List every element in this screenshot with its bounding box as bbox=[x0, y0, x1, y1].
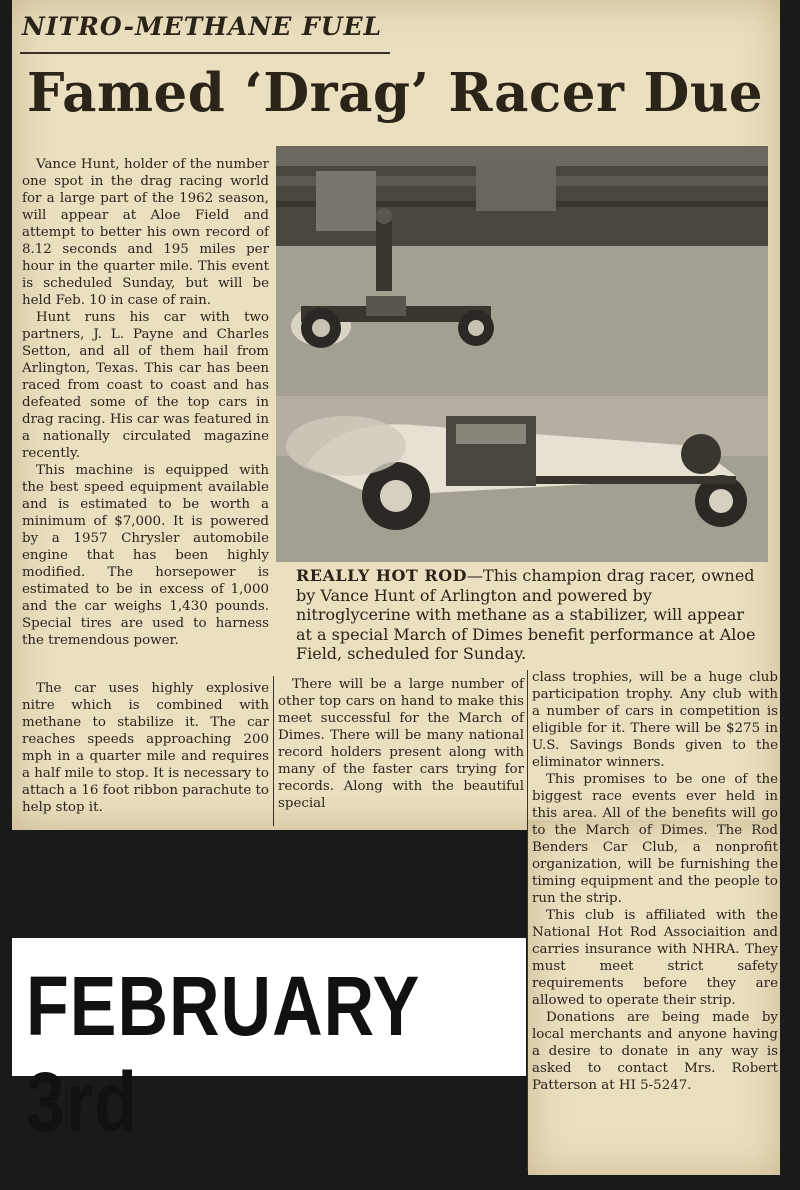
paragraph: This club is affiliated with the National Hot Rod Associaition and carries insurance with NHRA. They must meet strict safety requirements before they are allowed to operate their strip. bbox=[532, 908, 778, 1008]
paragraph: class trophies, will be a huge club participation trophy. Any club with a number of cars in competition is eligible for it. There will be $275 in U.S. Savings Bonds given to the eliminator winners. bbox=[532, 670, 778, 770]
article-column-right bbox=[532, 669, 778, 1094]
caption-lead: REALLY HOT ROD bbox=[296, 566, 468, 585]
headline: Famed ‘Drag’ Racer Due bbox=[26, 62, 764, 124]
paragraph: There will be a large number of other top cars on hand to make this meet successful for the March of Dimes. There will be many national record holders present along with many of the faster cars trying for records. Along with the beautiful special bbox=[278, 677, 524, 811]
date-banner-text: FEBRUARY 3rd bbox=[26, 959, 420, 1149]
paragraph: This promises to be one of the biggest race events ever held in this area. All of the benefits will go to the March of Dimes. The Rod Benders Car Club, a nonprofit organization, will be furnishing the timing equipment and the people to run the strip. bbox=[532, 772, 778, 906]
article-column-left-bottom bbox=[22, 680, 269, 816]
kicker-rule bbox=[20, 52, 390, 54]
paragraph: Vance Hunt, holder of the number one spot in the drag racing world for a large part of the 1962 season, will appear at Aloe Field and attempt to better his own record of 8.12 seconds and 195 miles per hour in the quarter mile. This event is scheduled Sunday, but will be held Feb. 10 in case of rain. bbox=[22, 157, 269, 308]
column-divider bbox=[527, 670, 528, 1170]
drag-racer-photo bbox=[276, 146, 768, 562]
column-divider bbox=[273, 676, 274, 826]
caption-body: —This champion drag racer, owned by Vance Hunt of Arlington and powered by nitroglycerine with methane as a stabilizer, will appear at a special March of Dimes benefit performance at Aloe Field, scheduled for Sunday. bbox=[296, 566, 756, 663]
article-column-left bbox=[22, 156, 269, 649]
photo-caption bbox=[296, 566, 762, 664]
paragraph: The car uses highly explosive nitre which is combined with methane to stabilize it. The car reaches speeds approaching 200 mph in a quarter mile and requires a half mile to stop. It is necessary to attach a 16 foot ribbon parachute to help stop it. bbox=[22, 681, 269, 815]
article-column-middle bbox=[278, 676, 524, 812]
paragraph: This machine is equipped with the best speed equipment available and is estimated to be worth a minimum of $7,000. It is powered by a 1957 Chrysler automobile engine that has been highly modified. The horsepower is estimated to be in excess of 1,000 and the car weighs 1,430 pounds. Special tires are used to harness the tremendous power. bbox=[22, 463, 269, 648]
paragraph: Donations are being made by local merchants and anyone having a desire to donate in any way is asked to contact Mrs. Robert Patterson at HI 5-5247. bbox=[532, 1010, 778, 1093]
paragraph: Hunt runs his car with two partners, J. L. Payne and Charles Setton, and all of them hail from Arlington, Texas. This car has been raced from coast to coast and has defeated some of the top cars in drag racing. His car was featured in a nationally circulated magazine recently. bbox=[22, 310, 269, 461]
kicker-label: NITRO-METHANE FUEL bbox=[22, 12, 383, 41]
